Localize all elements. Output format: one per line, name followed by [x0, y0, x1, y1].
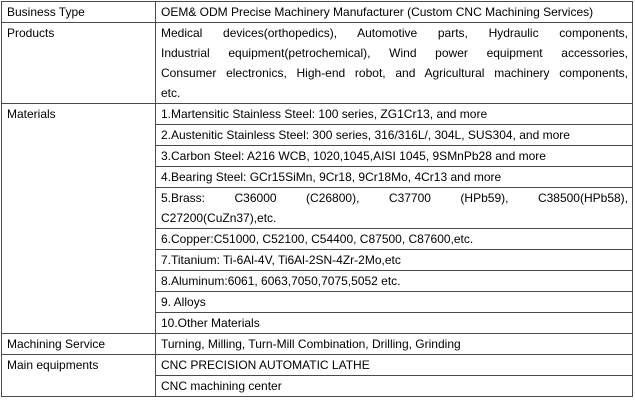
material-item: 1.Martensitic Stainless Steel: 100 series, ZG1Cr13, and more [156, 104, 633, 125]
row-materials [2, 104, 633, 125]
equipment-item: CNC machining center [156, 376, 633, 397]
products-line: Industrial equipment(petrochemical), Wind power equipment accessories, [161, 46, 628, 60]
value-products [156, 23, 633, 104]
material-item-brass [156, 188, 633, 229]
material-item-line: C27200(CuZn37),etc. [161, 211, 277, 225]
label-products: Products [2, 23, 156, 104]
material-item: 10.Other Materials [156, 313, 633, 334]
material-item: 3.Carbon Steel: A216 WCB, 1020,1045,AISI 1045, 9SMnPb28 and more [156, 146, 633, 167]
label-materials: Materials [2, 104, 156, 334]
material-item: 6.Copper:C51000, C52100, C54400, C87500, C87600,etc. [156, 229, 633, 250]
products-line: etc. [161, 86, 181, 100]
value-business-type: OEM& ODM Precise Machinery Manufacturer (Custom CNC Machining Services) [156, 2, 633, 23]
label-machining-service: Machining Service [2, 334, 156, 355]
material-item-line: 5.Brass: C36000 (C26800), C37700 (HPb59), C38500(HPb58), [161, 191, 628, 205]
row-products [2, 23, 633, 104]
material-item: 4.Bearing Steel: GCr15SiMn, 9Cr18, 9Cr18Mo, 4Cr13 and more [156, 167, 633, 188]
label-business-type: Business Type [2, 2, 156, 23]
row-main-equipments [2, 355, 633, 376]
equipment-item: CNC PRECISION AUTOMATIC LATHE [156, 355, 633, 376]
material-item: 7.Titanium: Ti-6Al-4V, Ti6Al-2SN-4Zr-2Mo,etc [156, 250, 633, 271]
products-line: Consumer electronics, High-end robot, and Agricultural machinery components, [161, 66, 628, 80]
material-item: 8.Aluminum:6061, 6063,7050,7075,5052 etc. [156, 271, 633, 292]
label-main-equipments: Main equipments [2, 355, 156, 397]
spec-table [1, 1, 633, 397]
row-business-type [2, 2, 633, 23]
products-line: Medical devices(orthopedics), Automotive parts, Hydraulic components, [161, 26, 628, 40]
row-machining-service [2, 334, 633, 355]
material-item: 9. Alloys [156, 292, 633, 313]
material-item: 2.Austenitic Stainless Steel: 300 series, 316/316L/, 304L, SUS304, and more [156, 125, 633, 146]
value-machining-service: Turning, Milling, Turn-Mill Combination, Drilling, Grinding [156, 334, 633, 355]
